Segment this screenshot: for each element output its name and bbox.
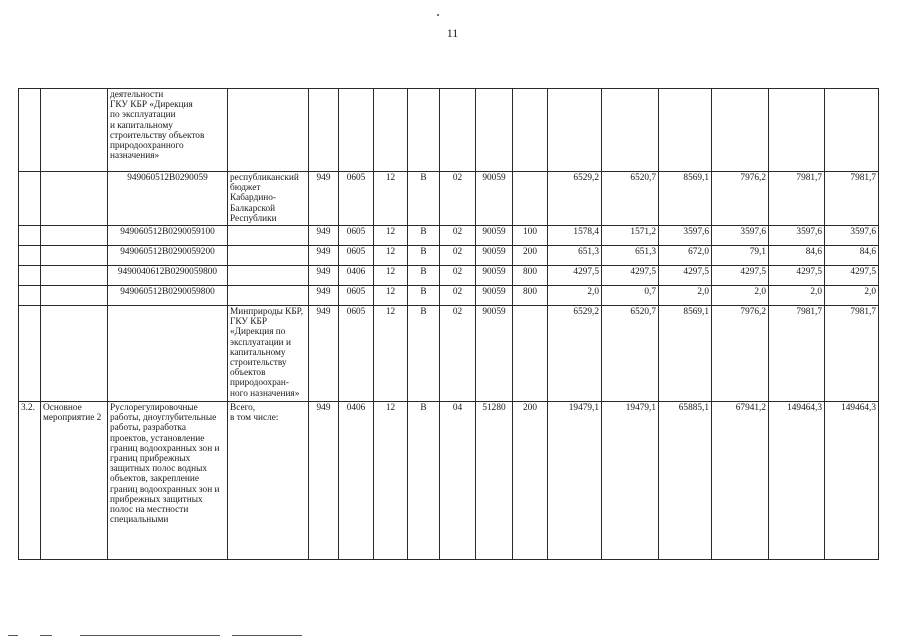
code-vr-cell <box>513 89 548 172</box>
value-year2-cell: 4297,5 <box>602 266 659 286</box>
value-year3-cell: 672,0 <box>659 246 712 266</box>
code-grbs-cell: 949 <box>309 226 339 246</box>
value-year4-cell: 79,1 <box>712 246 769 266</box>
code-vr-cell <box>513 306 548 402</box>
value-year5-cell: 4297,5 <box>769 266 825 286</box>
code-subprogram-cell: В <box>408 306 440 402</box>
value-year4-cell: 7976,2 <box>712 172 769 226</box>
code-rzpr-cell: 0605 <box>339 172 374 226</box>
code-grbs-cell: 949 <box>309 266 339 286</box>
code-direction-cell: 90059 <box>476 226 513 246</box>
value-year6-cell: 7981,7 <box>825 306 879 402</box>
value-year6-cell: 3597,6 <box>825 226 879 246</box>
row-number-cell <box>19 266 41 286</box>
value-year1-cell <box>548 89 602 172</box>
value-year5-cell: 7981,7 <box>769 172 825 226</box>
row-number-cell <box>19 172 41 226</box>
code-direction-cell: 90059 <box>476 306 513 402</box>
code-rzpr-cell: 0605 <box>339 246 374 266</box>
code-program-cell: 12 <box>374 246 408 266</box>
value-year6-cell: 4297,5 <box>825 266 879 286</box>
description-cell: 949060512В0290059800 <box>108 286 228 306</box>
code-program-cell: 12 <box>374 286 408 306</box>
value-year6-cell: 84,6 <box>825 246 879 266</box>
value-year2-cell: 6520,7 <box>602 306 659 402</box>
code-grbs-cell: 949 <box>309 286 339 306</box>
row-name-cell <box>41 246 108 266</box>
funding-source-cell <box>228 226 309 246</box>
value-year4-cell: 4297,5 <box>712 266 769 286</box>
row-number-cell <box>19 226 41 246</box>
value-year3-cell: 3597,6 <box>659 226 712 246</box>
funding-source-cell <box>228 286 309 306</box>
code-direction-cell: 51280 <box>476 402 513 560</box>
code-direction-cell <box>476 89 513 172</box>
funding-source-cell <box>228 89 309 172</box>
row-name-cell: Основное мероприятие 2 <box>41 402 108 560</box>
description-cell: деятельности ГКУ КБР «Дирекция по эксплуатации и капитальному строительству объектов природоохранного назначения» <box>108 89 228 172</box>
code-grbs-cell <box>309 89 339 172</box>
value-year1-cell: 2,0 <box>548 286 602 306</box>
code-event-cell: 02 <box>440 172 476 226</box>
code-vr-cell: 800 <box>513 266 548 286</box>
table-row <box>19 246 879 266</box>
value-year2-cell: 6520,7 <box>602 172 659 226</box>
code-grbs-cell: 949 <box>309 402 339 560</box>
code-program-cell: 12 <box>374 266 408 286</box>
row-number-cell <box>19 306 41 402</box>
row-number-cell <box>19 89 41 172</box>
value-year4-cell: 2,0 <box>712 286 769 306</box>
value-year4-cell: 3597,6 <box>712 226 769 246</box>
code-vr-cell: 800 <box>513 286 548 306</box>
value-year2-cell <box>602 89 659 172</box>
value-year5-cell <box>769 89 825 172</box>
value-year4-cell <box>712 89 769 172</box>
value-year4-cell: 67941,2 <box>712 402 769 560</box>
code-event-cell: 04 <box>440 402 476 560</box>
value-year2-cell: 651,3 <box>602 246 659 266</box>
value-year6-cell: 7981,7 <box>825 172 879 226</box>
row-number-cell <box>19 286 41 306</box>
code-rzpr-cell: 0605 <box>339 286 374 306</box>
table-row <box>19 172 879 226</box>
code-vr-cell: 100 <box>513 226 548 246</box>
funding-source-cell: республиканский бюджет Кабардино-Балкарской Республики <box>228 172 309 226</box>
code-grbs-cell: 949 <box>309 246 339 266</box>
table-row <box>19 306 879 402</box>
value-year1-cell: 6529,2 <box>548 172 602 226</box>
value-year5-cell: 7981,7 <box>769 306 825 402</box>
code-rzpr-cell: 0406 <box>339 402 374 560</box>
value-year2-cell: 1571,2 <box>602 226 659 246</box>
code-grbs-cell: 949 <box>309 306 339 402</box>
code-subprogram-cell: В <box>408 286 440 306</box>
code-event-cell <box>440 89 476 172</box>
code-event-cell: 02 <box>440 246 476 266</box>
code-subprogram-cell <box>408 89 440 172</box>
code-event-cell: 02 <box>440 286 476 306</box>
code-event-cell: 02 <box>440 306 476 402</box>
value-year3-cell: 4297,5 <box>659 266 712 286</box>
value-year1-cell: 6529,2 <box>548 306 602 402</box>
value-year3-cell: 8569,1 <box>659 172 712 226</box>
row-name-cell <box>41 172 108 226</box>
code-program-cell <box>374 89 408 172</box>
funding-source-cell <box>228 266 309 286</box>
code-rzpr-cell: 0406 <box>339 266 374 286</box>
scan-bottom-marks <box>0 632 905 640</box>
code-subprogram-cell: В <box>408 266 440 286</box>
row-name-cell <box>41 89 108 172</box>
value-year1-cell: 19479,1 <box>548 402 602 560</box>
code-program-cell: 12 <box>374 226 408 246</box>
description-cell: 949060512В0290059200 <box>108 246 228 266</box>
row-name-cell <box>41 306 108 402</box>
value-year3-cell: 2,0 <box>659 286 712 306</box>
code-program-cell: 12 <box>374 306 408 402</box>
code-direction-cell: 90059 <box>476 246 513 266</box>
value-year4-cell: 7976,2 <box>712 306 769 402</box>
table-row <box>19 286 879 306</box>
value-year5-cell: 2,0 <box>769 286 825 306</box>
table-row <box>19 89 879 172</box>
funding-source-cell <box>228 246 309 266</box>
value-year1-cell: 651,3 <box>548 246 602 266</box>
code-direction-cell: 90059 <box>476 266 513 286</box>
code-rzpr-cell: 0605 <box>339 226 374 246</box>
code-vr-cell: 200 <box>513 402 548 560</box>
code-subprogram-cell: В <box>408 172 440 226</box>
row-number-cell <box>19 246 41 266</box>
row-number-cell: 3.2. <box>19 402 41 560</box>
budget-table <box>18 88 879 560</box>
value-year6-cell: 149464,3 <box>825 402 879 560</box>
value-year5-cell: 3597,6 <box>769 226 825 246</box>
row-name-cell <box>41 286 108 306</box>
code-event-cell: 02 <box>440 226 476 246</box>
value-year5-cell: 84,6 <box>769 246 825 266</box>
description-cell: 949060512В0290059 <box>108 172 228 226</box>
code-direction-cell: 90059 <box>476 172 513 226</box>
page-number: 11 <box>446 26 459 40</box>
value-year3-cell <box>659 89 712 172</box>
code-rzpr-cell <box>339 89 374 172</box>
code-grbs-cell: 949 <box>309 172 339 226</box>
table-row <box>19 402 879 560</box>
value-year3-cell: 65885,1 <box>659 402 712 560</box>
value-year1-cell: 1578,4 <box>548 226 602 246</box>
code-rzpr-cell: 0605 <box>339 306 374 402</box>
code-subprogram-cell: В <box>408 402 440 560</box>
value-year2-cell: 0,7 <box>602 286 659 306</box>
code-direction-cell: 90059 <box>476 286 513 306</box>
code-event-cell: 02 <box>440 266 476 286</box>
code-subprogram-cell: В <box>408 226 440 246</box>
value-year6-cell <box>825 89 879 172</box>
description-cell: 9490040612В0290059800 <box>108 266 228 286</box>
code-subprogram-cell: В <box>408 246 440 266</box>
code-vr-cell <box>513 172 548 226</box>
row-name-cell <box>41 226 108 246</box>
description-cell: Руслорегулировочные работы, дноуглубительные работы, разработка проектов, установление границ водоохранных зон и границ прибрежных защитных полос водных объектов, закрепление границ водоохранных зон и прибрежных защитных полос на местности специальными <box>108 402 228 560</box>
value-year2-cell: 19479,1 <box>602 402 659 560</box>
table-row <box>19 226 879 246</box>
code-program-cell: 12 <box>374 172 408 226</box>
funding-source-cell: Минприроды КБР, ГКУ КБР «Дирекция по эксплуатации и капитальному строительству объектов природоохран-ного назначения» <box>228 306 309 402</box>
code-program-cell: 12 <box>374 402 408 560</box>
value-year6-cell: 2,0 <box>825 286 879 306</box>
description-cell <box>108 306 228 402</box>
table-row <box>19 266 879 286</box>
code-vr-cell: 200 <box>513 246 548 266</box>
funding-source-cell: Всего, в том числе: <box>228 402 309 560</box>
scan-dot <box>437 14 439 16</box>
value-year5-cell: 149464,3 <box>769 402 825 560</box>
row-name-cell <box>41 266 108 286</box>
description-cell: 949060512В0290059100 <box>108 226 228 246</box>
value-year1-cell: 4297,5 <box>548 266 602 286</box>
value-year3-cell: 8569,1 <box>659 306 712 402</box>
